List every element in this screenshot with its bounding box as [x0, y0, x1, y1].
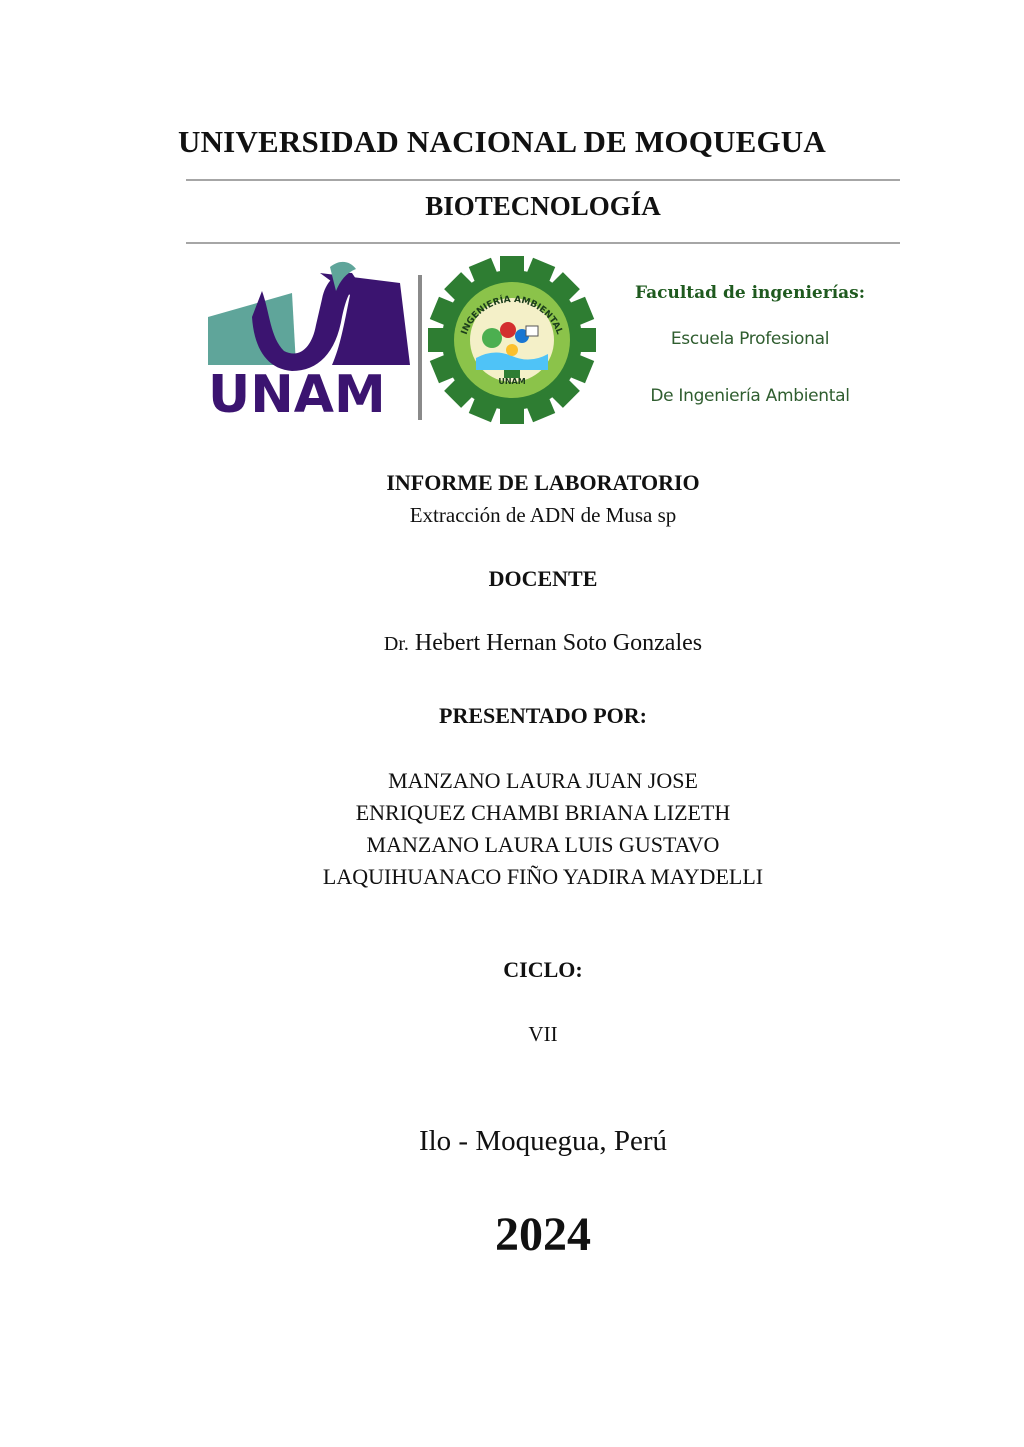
- teacher-name-line: [0, 630, 1024, 657]
- report-heading: INFORME DE LABORATORIO: [386, 470, 700, 495]
- author-name: ENRIQUEZ CHAMBI BRIANA LIZETH: [355, 800, 731, 825]
- report-subtitle: Extracción de ADN de Musa sp: [409, 503, 677, 527]
- teacher-title-prefix: Dr.: [383, 633, 409, 655]
- author-name: LAQUIHUANACO FIÑO YADIRA MAYDELLI: [322, 864, 764, 889]
- top-divider: [186, 179, 900, 181]
- bottom-divider: [186, 242, 900, 244]
- seal-bottom-text: UNAM: [498, 377, 526, 386]
- author-name: MANZANO LAURA LUIS GUSTAVO: [366, 832, 720, 857]
- year: 2024: [495, 1208, 591, 1261]
- presented-by-heading: PRESENTADO POR:: [439, 703, 647, 728]
- teacher-name: Hebert Hernan Soto Gonzales: [414, 630, 703, 656]
- program-title: BIOTECNOLOGÍA: [425, 191, 661, 221]
- place: Ilo - Moquegua, Perú: [418, 1125, 668, 1157]
- faculty-title: Facultad de ingenierías:: [634, 283, 866, 303]
- cycle-value: VII: [528, 1022, 558, 1046]
- teacher-heading: DOCENTE: [488, 566, 598, 591]
- faculty-department-line: De Ingeniería Ambiental: [650, 386, 850, 406]
- author-name: MANZANO LAURA JUAN JOSE: [388, 768, 698, 793]
- seal-ring-text: INGENIERÍA AMBIENTAL: [459, 294, 565, 337]
- unam-logo-text: UNAM: [208, 365, 386, 425]
- unam-logo: [208, 262, 410, 425]
- logo-separator: [418, 275, 422, 420]
- author-list: [0, 765, 1024, 893]
- ingenieria-ambiental-seal: [428, 256, 596, 424]
- university-title: UNIVERSIDAD NACIONAL DE MOQUEGUA: [178, 124, 826, 159]
- faculty-school-line: Escuela Profesional: [670, 329, 830, 349]
- cycle-heading: CICLO:: [503, 957, 583, 982]
